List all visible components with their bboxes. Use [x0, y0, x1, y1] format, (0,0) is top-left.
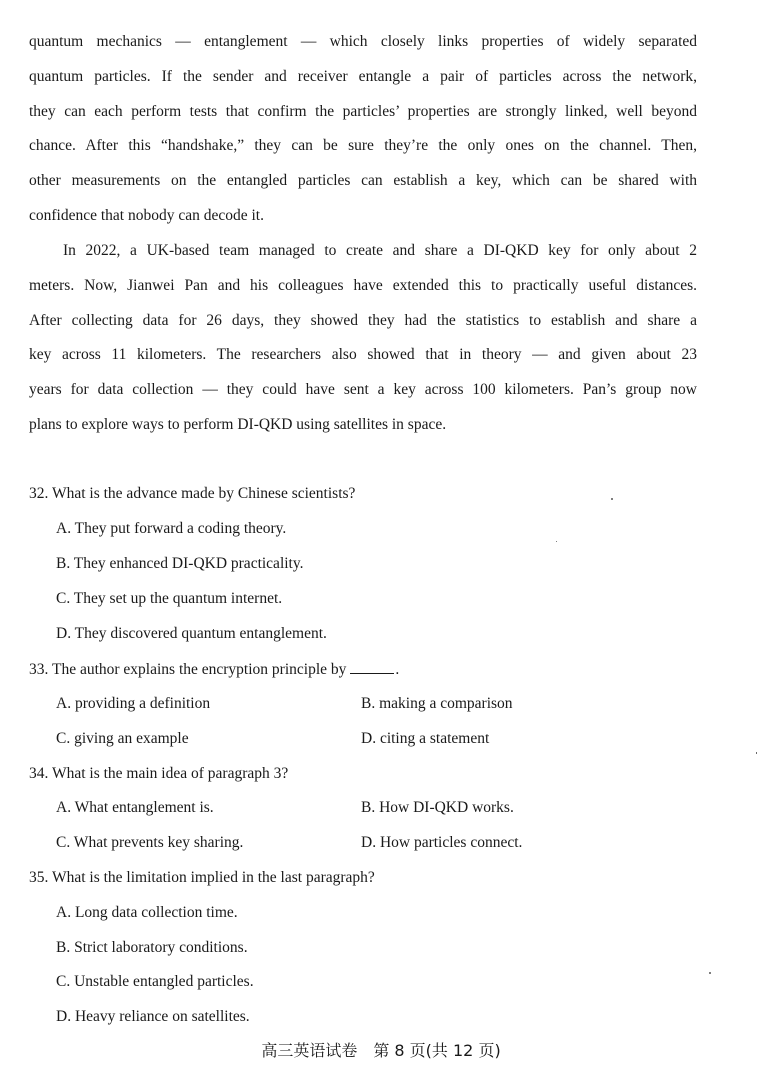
page-footer: 高三英语试卷 第 8 页(共 12 页)	[261, 1041, 501, 1060]
passage-paragraph-1	[29, 25, 697, 234]
passage-line: chance. After this “handshake,” they can be sure they’re the only ones on the channel. Then,	[29, 137, 697, 155]
question-32-option-c[interactable]: C. They set up the quantum internet.	[56, 590, 283, 607]
passage-line: plans to explore ways to perform DI-QKD using satellites in space.	[29, 415, 447, 433]
answer-blank	[350, 659, 394, 674]
question-32-stem: 32. What is the advance made by Chinese scientists?	[29, 485, 356, 502]
question-32-option-b[interactable]: B. They enhanced DI-QKD practicality.	[56, 555, 304, 572]
passage-line: meters. Now, Jianwei Pan and his colleagues have extended this to practically useful distances.	[29, 276, 697, 294]
passage-line: other measurements on the entangled particles can establish a key, which can be shared with	[29, 172, 697, 190]
question-33-option-d[interactable]: D. citing a statement	[361, 730, 490, 747]
question-34-option-b[interactable]: B. How DI-QKD works.	[361, 799, 514, 816]
question-34-option-a[interactable]: A. What entanglement is.	[56, 799, 214, 816]
question-35-option-a[interactable]: A. Long data collection time.	[56, 904, 238, 921]
passage-paragraph-2	[29, 234, 697, 443]
scan-speck	[556, 541, 557, 542]
question-34-option-d[interactable]: D. How particles connect.	[361, 834, 523, 851]
scan-speck	[611, 498, 613, 500]
question-35-option-c[interactable]: C. Unstable entangled particles.	[56, 973, 254, 990]
passage-line: quantum mechanics — entanglement — which closely links properties of widely separated	[29, 33, 697, 50]
question-35-option-b[interactable]: B. Strict laboratory conditions.	[56, 939, 248, 956]
passage-line: confidence that nobody can decode it.	[29, 206, 264, 224]
question-32-option-a[interactable]: A. They put forward a coding theory.	[56, 520, 287, 537]
question-33-stem-end: .	[395, 661, 400, 678]
question-32-option-d[interactable]: D. They discovered quantum entanglement.	[56, 625, 327, 642]
question-33-stem-text: 33. The author explains the encryption principle by	[29, 661, 347, 678]
question-33-option-a[interactable]: A. providing a definition	[56, 695, 211, 712]
question-35-option-d[interactable]: D. Heavy reliance on satellites.	[56, 1008, 250, 1025]
question-34-option-c[interactable]: C. What prevents key sharing.	[56, 834, 244, 851]
passage-line: quantum particles. If the sender and receiver entangle a pair of particles across the network,	[29, 67, 697, 85]
scan-speck	[756, 752, 757, 754]
passage-line: they can each perform tests that confirm the particles’ properties are strongly linked, well beyond	[29, 102, 697, 120]
passage-line: years for data collection — they could have sent a key across 100 kilometers. Pan’s group now	[29, 381, 697, 399]
question-33-option-c[interactable]: C. giving an example	[56, 730, 189, 747]
scan-speck	[709, 972, 711, 974]
passage-line: key across 11 kilometers. The researchers also showed that in theory — and given about 23	[29, 346, 697, 364]
question-34-stem: 34. What is the main idea of paragraph 3?	[29, 765, 289, 782]
question-33-stem	[29, 659, 399, 680]
question-33-option-b[interactable]: B. making a comparison	[361, 695, 513, 712]
passage-line: In 2022, a UK-based team managed to create and share a DI-QKD key for only about 2	[63, 242, 697, 259]
passage-line: After collecting data for 26 days, they showed they had the statistics to establish and share a	[29, 311, 697, 329]
question-35-stem: 35. What is the limitation implied in the last paragraph?	[29, 869, 375, 886]
